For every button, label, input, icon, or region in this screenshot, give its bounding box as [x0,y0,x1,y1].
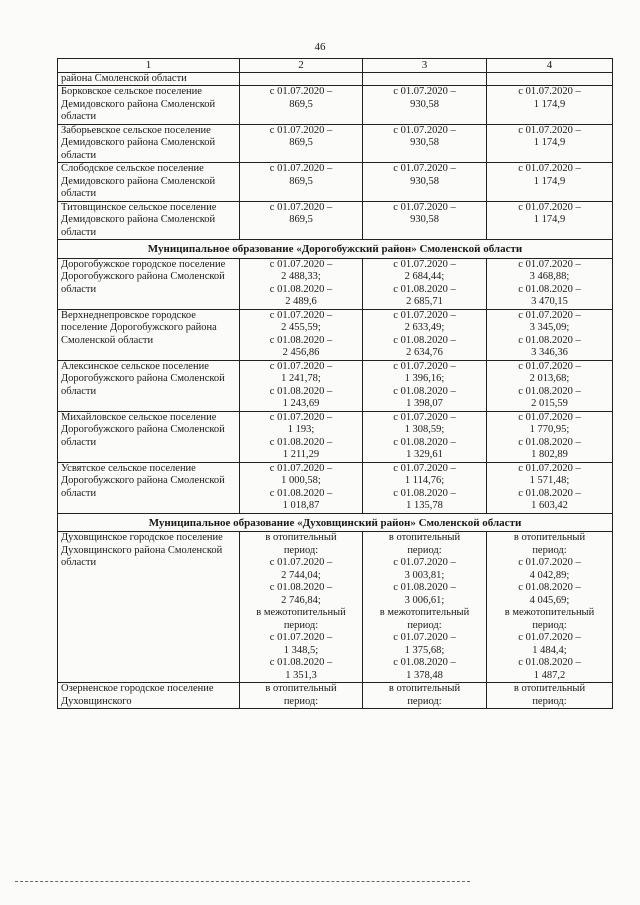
tariff-value-cell [363,86,487,125]
tariff-value-cell [363,360,487,411]
tariff-value-line: период: [283,695,319,707]
tariff-value-line: 1 802,89 [531,449,568,460]
settlement-name: Титовщинское сельское поселение Демидовского района Смоленской области [58,201,240,240]
tariff-value-line: 869,5 [289,175,313,187]
tariff-value-line: 1 484,4; [532,644,567,656]
tariff-value-line: период: [407,695,442,707]
value-cell [487,72,613,86]
tariff-value-line: 869,5 [289,98,313,110]
tariff-value-line: с 01.08.2020 – [518,334,581,346]
tariff-value-cell [240,532,363,683]
tariff-value-line: 1 770,95; [529,424,570,435]
tariff-value-line: с 01.07.2020 – [393,124,456,136]
tariff-value-cell [240,309,363,360]
tariff-value-line: 930,58 [410,175,439,187]
tariff-value-line: 1 329,61 [406,449,443,460]
tariff-value-line: 2 634,76 [406,347,443,358]
tariff-value-line: с 01.07.2020 – [269,258,333,270]
tariff-value-line: с 01.08.2020 – [269,334,333,346]
tariff-value-line: 1 603,42 [531,500,568,511]
tariff-value-line: 2 685,71 [406,296,443,307]
tariff-value-line: с 01.08.2020 – [518,436,581,448]
tariff-value-line: с 01.08.2020 – [518,487,581,499]
tariff-value-line: с 01.07.2020 – [518,360,581,372]
tariff-value-line: 3 470,15 [531,296,568,307]
table-row [58,258,613,309]
tariff-value-cell [363,258,487,309]
tariff-value-line: с 01.07.2020 – [269,201,333,213]
tariff-value-line: с 01.08.2020 – [393,657,456,668]
table-row [58,411,613,462]
tariff-value-cell [487,258,613,309]
tariff-value-line: с 01.08.2020 – [518,283,581,295]
section-title: Муниципальное образование «Дорогобужский район» Смоленской области [58,240,613,259]
tariff-value-line: с 01.07.2020 – [393,632,456,643]
tariff-value-line: в отопительный [388,683,461,694]
tariff-value-line: 2 013,68; [529,373,570,384]
table-row [58,360,613,411]
page-number: 46 [314,41,326,53]
column-header: 1 [58,59,240,73]
tariff-value-line: с 01.07.2020 – [269,163,333,174]
tariff-value-line: 2 746,84; [281,594,321,606]
tariff-value-line: с 01.07.2020 – [393,557,456,568]
tariff-value-cell [240,258,363,309]
tariff-value-cell [240,462,363,513]
tariff-value-line: с 01.08.2020 – [269,582,333,593]
tariff-value-cell [363,462,487,513]
tariff-value-line: с 01.08.2020 – [518,657,581,668]
tariff-value-line: 1 211,29 [282,449,320,460]
tariff-value-cell [240,683,363,709]
table-row [58,124,613,163]
tariff-value-line: 1 174,9 [533,175,566,187]
table-row [58,72,613,86]
tariff-value-line: 1 174,9 [533,98,566,110]
settlement-name: Духовщинское городское поселение Духовщинского района Смоленской области [58,532,240,683]
tariff-value-line: 3 346,36 [531,347,568,358]
tariff-value-line: с 01.07.2020 – [393,411,456,423]
tariff-value-line: с 01.07.2020 – [518,632,581,643]
settlement-name: Алексинское сельское поселение Дорогобужского района Смоленской области [58,360,240,411]
tariff-value-line: 1 396,16; [404,373,445,384]
tariff-value-line: 1 000,58; [281,475,321,486]
table-row [58,462,613,513]
tariff-value-cell [240,86,363,125]
tariff-value-cell [487,532,613,683]
table-row [58,86,613,125]
tariff-value-line: 2 633,49; [404,322,445,333]
tariff-value-line: в межотопительный [379,607,470,618]
tariff-value-line: 1 398,07 [406,398,443,409]
settlement-name: Слободское сельское поселение Демидовского района Смоленской области [58,163,240,202]
tariff-value-line: в отопительный [513,532,586,543]
tariff-value-cell [487,86,613,125]
tariff-value-line: с 01.07.2020 – [518,201,581,213]
tariff-value-line: с 01.08.2020 – [269,283,333,295]
tariff-value-line: 930,58 [410,98,439,110]
tariff-value-line: в отопительный [265,532,337,543]
tariff-value-line: 930,58 [410,214,439,225]
bottom-rule [15,881,470,882]
tariff-value-cell [487,201,613,240]
tariff-value-line: с 01.07.2020 – [393,360,456,372]
settlement-name: Дорогобужское городское поселение Дорогобужского района Смоленской области [58,258,240,309]
tariff-value-cell [487,360,613,411]
tariff-value-line: с 01.08.2020 – [269,487,333,499]
tariff-value-line: 1 114,76; [404,475,445,486]
tariff-value-line: с 01.07.2020 – [393,163,456,174]
section-row [58,513,613,532]
tariff-value-line: 2 015,59 [531,398,568,409]
tariff-value-line: 1 351,3 [285,669,317,681]
value-cell [240,72,363,86]
tariff-value-cell [363,201,487,240]
tariff-value-line: 4 045,69; [529,594,570,606]
tariff-value-line: с 01.07.2020 – [269,462,333,474]
tariff-value-line: с 01.07.2020 – [518,124,581,136]
tariff-value-cell [487,163,613,202]
tariff-value-line: период: [283,619,319,631]
tariff-value-line: с 01.08.2020 – [393,283,456,295]
tariff-value-line: с 01.08.2020 – [393,582,456,593]
tariff-value-line: 1 487,2 [533,669,566,681]
tariff-value-line: 930,58 [410,137,439,148]
tariff-value-cell [363,532,487,683]
tariff-value-cell [487,124,613,163]
tariff-value-cell [240,124,363,163]
table-row [58,163,613,202]
tariff-value-line: с 01.08.2020 – [269,436,333,448]
tariff-value-line: 2 456,86 [282,347,320,358]
tariff-value-line: 3 003,81; [404,569,445,581]
tariff-value-line: 869,5 [289,214,313,225]
column-header: 4 [487,59,613,73]
tariff-value-line: с 01.07.2020 – [269,360,333,372]
tariff-value-line: 2 488,33; [281,271,321,282]
tariff-value-line: с 01.07.2020 – [518,258,581,270]
table-row [58,201,613,240]
tariff-value-line: с 01.08.2020 – [269,657,333,668]
section-row [58,240,613,259]
value-cell [363,72,487,86]
tariff-value-cell [240,163,363,202]
tariff-value-line: с 01.07.2020 – [393,462,456,474]
table-row [58,683,613,709]
settlement-name: района Смоленской области [58,72,240,86]
tariff-value-line: 2 489,6 [285,296,317,307]
tariff-value-cell [363,163,487,202]
tariff-value-line: с 01.07.2020 – [269,557,333,568]
tariff-value-cell [487,683,613,709]
header-row [58,59,613,73]
tariff-value-line: с 01.07.2020 – [518,86,581,97]
tariff-value-line: 1 378,48 [406,669,443,681]
tariff-value-line: с 01.08.2020 – [518,582,581,593]
table-row [58,532,613,683]
tariff-value-line: с 01.07.2020 – [393,201,456,213]
settlement-name: Заборьевское сельское поселение Демидовского района Смоленской области [58,124,240,163]
tariff-value-line: с 01.07.2020 – [518,163,581,174]
tariff-value-line: с 01.08.2020 – [393,436,456,448]
tariff-value-line: с 01.07.2020 – [269,411,333,423]
tariff-value-line: с 01.08.2020 – [518,385,581,397]
column-header: 2 [240,59,363,73]
tariff-value-line: 1 308,59; [404,424,445,435]
tariff-value-cell [240,411,363,462]
tariff-value-line: с 01.07.2020 – [518,462,581,474]
tariff-value-line: 2 744,04; [281,569,321,581]
tariff-value-line: период: [407,544,442,556]
tariff-value-cell [487,462,613,513]
tariff-value-line: период: [532,544,567,556]
tariff-value-line: 2 684,44; [404,271,445,282]
tariff-value-line: 3 468,88; [529,271,570,282]
tariff-value-cell [363,309,487,360]
tariff-value-line: 3 345,09; [529,322,570,333]
tariff-value-line: с 01.07.2020 – [518,557,581,568]
tariff-value-line: 1 375,68; [404,644,445,656]
tariff-value-line: 1 018,87 [282,500,320,511]
tariff-value-line: 1 193; [287,424,315,435]
tariff-value-line: период: [283,544,319,556]
tariff-value-cell [363,124,487,163]
tariff-value-line: 1 241,78; [281,373,321,384]
tariff-value-line: в отопительный [513,683,586,694]
tariff-value-line: с 01.08.2020 – [393,487,456,499]
tariff-value-line: с 01.07.2020 – [518,309,581,321]
tariff-value-line: 1 571,48; [529,475,570,486]
tariff-value-cell [487,309,613,360]
tariff-value-line: с 01.07.2020 – [518,411,581,423]
tariff-value-line: в отопительный [388,532,461,543]
settlement-name: Борковское сельское поселение Демидовского района Смоленской области [58,86,240,125]
settlement-name: Михайловское сельское поселение Дорогобужского района Смоленской области [58,411,240,462]
tariff-value-line: с 01.08.2020 – [269,385,333,397]
tariff-value-line: 2 455,59; [281,322,321,333]
tariff-value-line: с 01.08.2020 – [393,385,456,397]
tariff-value-line: в межотопительный [256,607,346,618]
tariff-value-line: 1 348,5; [283,644,319,656]
tariff-value-line: с 01.07.2020 – [393,258,456,270]
tariff-value-line: период: [407,619,442,631]
tariff-value-line: период: [532,619,567,631]
tariff-value-line: 4 042,89; [529,569,570,581]
tariff-value-line: с 01.07.2020 – [269,309,333,321]
settlement-name: Верхнеднепровское городское поселение Дорогобужского района Смоленской области [58,309,240,360]
settlement-name: Озерненское городское поселение Духовщинского [58,683,240,709]
table-row [58,309,613,360]
tariff-value-line: 3 006,61; [404,594,445,606]
tariff-value-line: 1 174,9 [533,137,566,148]
tariff-value-line: период: [532,695,567,707]
tariff-value-line: 869,5 [289,137,313,148]
column-header: 3 [363,59,487,73]
tariff-value-line: в межотопительный [504,607,595,618]
tariff-value-line: 1 174,9 [533,214,566,225]
tariff-value-cell [240,201,363,240]
tariff-value-line: с 01.07.2020 – [269,124,333,136]
tariff-value-line: 1 243,69 [282,398,320,409]
settlement-name: Усвятское сельское поселение Дорогобужского района Смоленской области [58,462,240,513]
section-title: Муниципальное образование «Духовщинский район» Смоленской области [58,513,613,532]
tariff-value-line: с 01.07.2020 – [393,86,456,97]
tariff-value-cell [363,683,487,709]
tariff-value-line: с 01.08.2020 – [393,334,456,346]
tariff-value-line: в отопительный [265,683,337,694]
tariff-value-cell [487,411,613,462]
tariff-value-cell [363,411,487,462]
tariff-value-cell [240,360,363,411]
tariff-table [57,58,613,709]
tariff-value-line: с 01.07.2020 – [269,86,333,97]
tariff-value-line: с 01.07.2020 – [393,309,456,321]
tariff-value-line: с 01.07.2020 – [269,632,333,643]
tariff-value-line: 1 135,78 [406,500,443,511]
